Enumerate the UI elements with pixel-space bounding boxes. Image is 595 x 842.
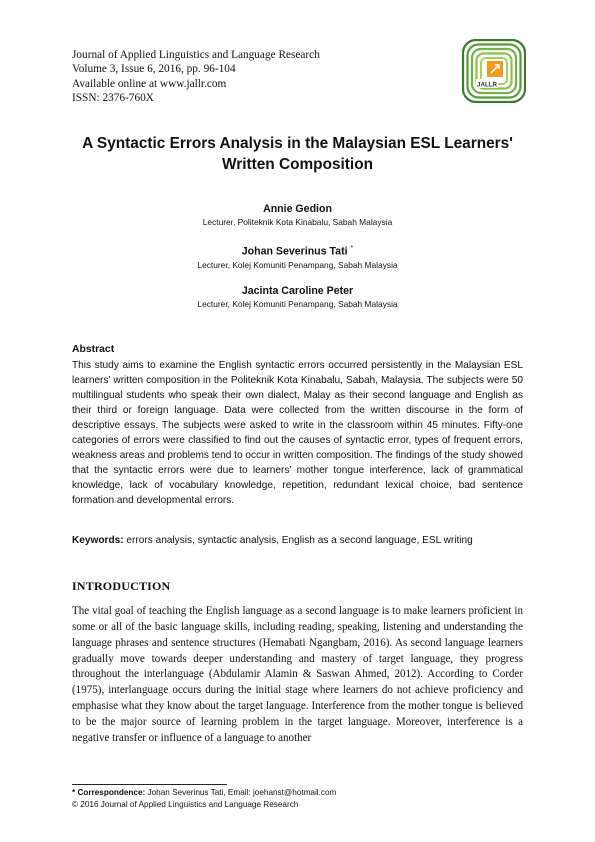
correspondence-text: Johan Severinus Tati, Email: joehanst@hotmail.com xyxy=(147,788,337,797)
author-name: Johan Severinus Tati xyxy=(241,245,348,258)
logo-text: JALLR xyxy=(477,81,497,89)
author-affiliation: Lecturer, Politeknik Kota Kinabalu, Sabah Malaysia xyxy=(202,217,393,227)
footnote xyxy=(72,787,336,811)
journal-name: Journal of Applied Linguistics and Language Research xyxy=(72,49,320,61)
keywords xyxy=(72,535,523,546)
paper-title: A Syntactic Errors Analysis in the Malaysian ESL Learners' Written Composition xyxy=(82,135,513,173)
author-2 xyxy=(72,242,523,271)
author-name: Annie Gedion xyxy=(263,203,332,215)
copyright-notice: © 2016 Journal of Applied Linguistics and Language Research xyxy=(72,800,299,809)
keywords-text: errors analysis, syntactic analysis, English as a second language, ESL writing xyxy=(126,535,473,546)
keywords-label: Keywords: xyxy=(72,535,124,546)
journal-info xyxy=(72,48,320,106)
journal-volume: Volume 3, Issue 6, 2016, pp. 96-104 xyxy=(72,63,236,76)
correspondence-label: * Correspondence: xyxy=(72,788,146,797)
corresponding-marker: * xyxy=(350,245,354,252)
author-name: Jacinta Caroline Peter xyxy=(241,285,354,297)
journal-issn: ISSN: 2376-760X xyxy=(72,92,154,105)
introduction-text: The vital goal of teaching the English language as a second language is to make learners proficient in some or all of the basic language skills, including reading, speaking, listening and understanding the language phrases and sentence structures (Hemabati Ngangbam, 2016). As second language learners gradually move towards deeper understanding and mastery of target language, they progress throughout the interlanguage (Abdulamir Alamin & Saswan Ahmed, 2012). According to Corder (1975), interlanguage occurs during the initial stage where learners do not achieve proficiency and emphasise what they know about the target language. Interference from the mother tongue is believed to be the major source of learning problem in the target language. Moreover, interference is a negative transfer or influence of a language to another xyxy=(72,605,523,744)
journal-logo xyxy=(462,39,526,103)
abstract-text: This study aims to examine the English syntactic errors occurred persistently in the Malaysian ESL learners' written composition in the Politeknik Kota Kinabalu, Sabah, Malaysia. The subjects were 50 multilingual students who speak their own dialect, Malay as their second language and English as their third or foreign language. Data were collected from the written discourse in the form of descriptive essays. The subjects were asked to write in the classroom within 45 minutes. Fifty-one categories of errors were classified to find out the causes of syntactic error, types of frequent errors, weakness areas and problems tend to occur in written composition. The findings of the study showed that the syntactic errors were due to learners' mother tongue interference, lack of grammatical knowledge, lack of vocabulary knowledge, repetition, redundant lexical choice, bad sentence formation and developmental errors. xyxy=(72,360,523,507)
author-1 xyxy=(72,202,523,228)
author-affiliation: Lecturer, Kolej Komuniti Penampang, Sabah Malaysia xyxy=(197,299,398,309)
journal-website: Available online at www.jallr.com xyxy=(72,77,227,90)
footnote-divider xyxy=(72,784,227,785)
abstract-heading: Abstract xyxy=(72,344,115,355)
author-affiliation: Lecturer, Kolej Komuniti Penampang, Sabah Malaysia xyxy=(197,259,398,270)
section-heading-introduction: INTRODUCTION xyxy=(72,579,171,593)
author-3 xyxy=(72,284,523,310)
